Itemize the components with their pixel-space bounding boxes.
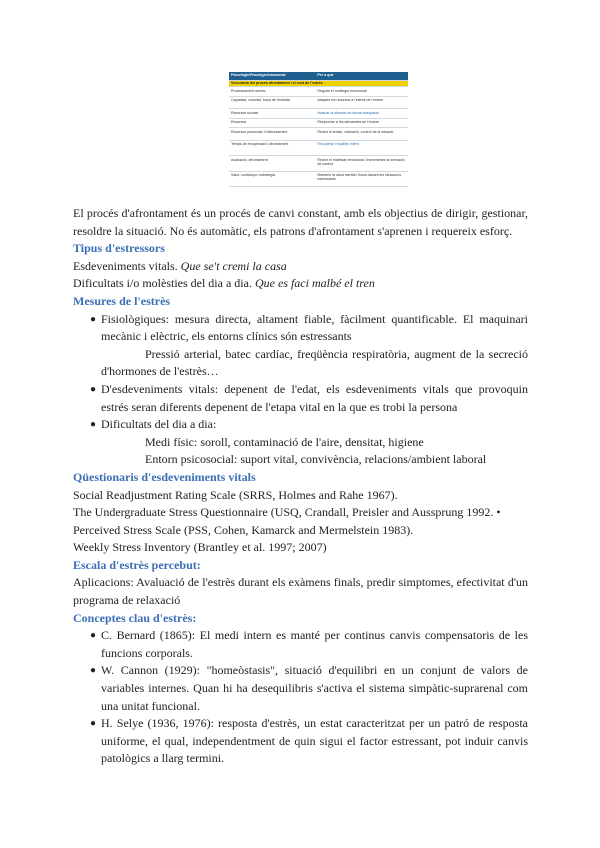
section-heading-tipus: Tipus d'estressors — [73, 241, 165, 256]
figure-table-header — [229, 72, 408, 81]
table-row — [229, 156, 408, 172]
section-heading-escala: Escala d'estrès percebut: — [73, 557, 201, 572]
list-subtext: Medi físic: soroll, contaminació de l'aire, densitat, higiene — [145, 434, 424, 449]
mesures-list — [73, 311, 528, 469]
list-item: ● W. Cannon (1929): "homeòstasis", situació d'equilibri en un conjunt de valors de variables internes. Quan hi ha desequilibris s'activa el sistema simpàtic-suprarenal com una unitat funcional. — [90, 663, 528, 713]
escala-paragraph: Aplicacions: Avaluació de l'estrès durant els exàmens finals, predir simptomes, efectivitat d'un programa de relaxació — [73, 575, 528, 608]
questionnaire-usq: The Undergraduate Stress Questionnaire (USQ, Crandall, Preisler and Aussprung 1992. • — [73, 505, 501, 520]
table-cell: Reduir el malestar emocional i incrementar la sensació de control — [315, 156, 408, 172]
table-row — [229, 128, 408, 141]
table-cell: Salut, confiança i estratègia — [229, 171, 315, 187]
table-header-cell: Psicològic/Fisiològic/emocional — [229, 72, 315, 81]
table-row — [229, 140, 408, 156]
table-band-cell: Vinculació del procés afrontament i el cost de l'estrès — [229, 81, 408, 87]
table-cell: Regular el contingut emocional — [315, 87, 408, 97]
table-header-cell: Per a què — [315, 72, 408, 81]
table-cell: Processament anímic — [229, 87, 315, 97]
bullet-icon: ● — [90, 313, 97, 325]
table-cell: Adaptar els recursos a l'estrès de l'entorn — [315, 96, 408, 109]
table-cell: Respondre a les demandes de l'entorn — [315, 118, 408, 128]
figure-table — [229, 72, 408, 187]
table-cell: Recursos — [229, 118, 315, 128]
table-cell: Recuperar l'equilibri intern — [315, 140, 408, 156]
conceptes-list — [73, 627, 528, 768]
table-cell: Recursos socials — [229, 109, 315, 119]
table-row — [229, 171, 408, 187]
table-row — [229, 96, 408, 109]
intro-paragraph: El procés d'afrontament és un procés de canvi constant, amb els objectius de dirigir, gestionar, resoldre la situació. No és automàtic, els patrons d'afrontament s'aprenen i requereix esforç. — [73, 206, 528, 238]
list-subtext: Pressió arterial, batec cardíac, freqüència respiratòria, augment de la secreció d'hormones de l'estrès… — [101, 346, 528, 379]
section-heading-conceptes: Conceptes clau d'estrès: — [73, 610, 197, 625]
bullet-icon: ● — [90, 665, 97, 677]
table-cell: Temps de recuperació i afrontament — [229, 140, 315, 156]
table-cell: Reduir la tensió, relaxació, control de la situació — [315, 128, 408, 141]
table-cell: Capacitat, voluntat, força de l'individu — [229, 96, 315, 109]
bullet-icon: ● — [90, 383, 97, 395]
bullet-icon: ● — [90, 630, 97, 642]
document-body — [73, 205, 528, 768]
table-cell: Avaluar la situació de forma adequada — [315, 109, 408, 119]
section-heading-mesures: Mesures de l'estrès — [73, 293, 171, 308]
list-item: ● Fisiològiques: mesura directa, altament fiable, fàcilment quantificable. El maquinari mecànic i elèctric, els entorns clínics són estressants Pressió arterial, batec cardíac, freqüència respiratòria, augment de la secreció d'hormones de l'estrès… — [73, 311, 528, 381]
list-item: ● C. Bernard (1865): El medi intern es manté per continus canvis compensatoris de les funcions corporals. — [90, 628, 528, 660]
list-subtext: Entorn psicosocial: suport vital, convivència, relacions/ambient laboral — [145, 452, 487, 467]
questionnaire-wsi: Weekly Stress Inventory (Brantley et al. 1997; 2007) — [73, 540, 327, 555]
list-item: ● Dificultats del dia a dia: Medi físic: soroll, contaminació de l'aire, densitat, higiene Entorn psicosocial: suport vital, convivència, relacions/ambient laboral — [73, 416, 528, 469]
table-cell: Avaluació, afrontament — [229, 156, 315, 172]
section-heading-questionaris: Qüestionaris d'esdeveniments vitals — [73, 469, 256, 484]
stressor-vital-events: Esdeveniments vitals. Que se't cremi la casa — [73, 258, 287, 273]
questionnaire-srrs: Social Readjustment Rating Scale (SRRS, Holmes and Rahe 1967). — [73, 487, 398, 502]
table-row — [229, 87, 408, 97]
table-row — [229, 109, 408, 119]
table-cell: Mantenir la salut mental i física davant les situacions estressants — [315, 171, 408, 187]
table-cell: Recursos personals i d'afrontament — [229, 128, 315, 141]
bullet-icon: ● — [90, 718, 97, 730]
table-row — [229, 118, 408, 128]
list-item: ● H. Selye (1936, 1976): resposta d'estrès, un estat caracteritzat per un patró de resposta uniforme, el qual, independentment de quin sigui el factor estressant, pot induir canvis patològics a llarg termini. — [90, 716, 528, 766]
stressor-daily-hassles: Dificultats i/o molèsties del dia a dia. Que es faci malbé el tren — [73, 276, 375, 291]
questionnaire-pss: Perceived Stress Scale (PSS, Cohen, Kamarck and Mermelstein 1983). — [73, 522, 414, 537]
bullet-icon: ● — [90, 419, 97, 431]
list-item: ● D'esdeveniments vitals: depenent de l'edat, els esdeveniments vitals que provoquin estrés seran diferents depenent de l'etapa vital en la que es trobi la persona — [90, 381, 528, 414]
